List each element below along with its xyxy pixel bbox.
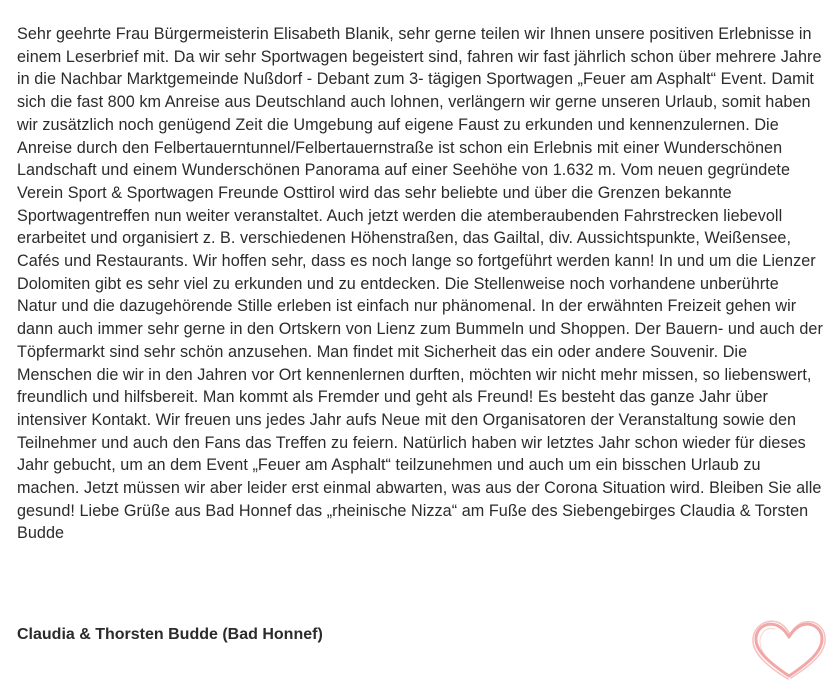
letter-signature: Claudia & Thorsten Budde (Bad Honnef)	[17, 626, 323, 643]
heart-icon	[750, 618, 828, 682]
letter-body: Sehr geehrte Frau Bürgermeisterin Elisabeth Blanik, sehr gerne teilen wir Ihnen unsere positiven Erlebnisse in einem Leserbrief mit. Da wir sehr Sportwagen begeistert sind, fahren wir fast jährlich schon über mehrere Jahre in die Nachbar Marktgemeinde Nußdorf - Debant zum 3- tägigen Sportwagen „Feuer am Asphalt“ Event. Damit sich die fast 800 km Anreise aus Deutschland auch lohnen, verlängern wir gerne unseren Urlaub, somit haben wir zusätzlich noch genügend Zeit die Umgebung auf eigene Faust zu erkunden und kennenzulernen. Die Anreise durch den Felbertauerntunnel/Felbertauernstraße ist schon ein Erlebnis mit einer Wunderschönen Landschaft und einem Wunderschönen Panorama auf einer Seehöhe von 1.632 m. Vom neuen gegründete Verein Sport & Sportwagen Freunde Osttirol wird das sehr beliebte und über die Grenzen bekannte Sportwagentreffen nun weiter veranstaltet. Auch jetzt werden die atemberaubenden Fahrstrecken liebevoll erarbeitet und organisiert z. B. verschiedenen Höhenstraßen, das Gailtal, div. Aussichtspunkte, Weißensee, Cafés und Restaurants. Wir hoffen sehr, dass es noch lange so fortgeführt werden kann! In und um die Lienzer Dolomiten gibt es sehr viel zu erkunden und zu entdecken. Die Stellenweise noch vorhandene unberührte Natur und die dazugehörende Stille erleben ist einfach nur phänomenal. In der erwähnten Freizeit gehen wir dann auch immer sehr gerne in den Ortskern von Lienz zum Bummeln und Shoppen. Der Bauern- und auch der Töpfermarkt sind sehr schön anzusehen. Man findet mit Sicherheit das ein oder andere Souvenir. Die Menschen die wir in den Jahren vor Ort kennenlernen durften, möchten wir nicht mehr missen, so liebenswert, freundlich und hilfsbereit. Man kommt als Fremder und geht als Freund! Es besteht das ganze Jahr über intensiver Kontakt. Wir freuen uns jedes Jahr aufs Neue mit den Organisatoren der Veranstaltung sowie den Teilnehmer und auch den Fans das Treffen zu feiern. Natürlich haben wir letztes Jahr schon wieder für dieses Jahr gebucht, um an dem Event „Feuer am Asphalt“ teilzunehmen und auch um ein bisschen Urlaub zu machen. Jetzt müssen wir aber leider erst einmal abwarten, was aus der Corona Situation wird. Bleiben Sie alle gesund! Liebe Grüße aus Bad Honnef das „rheinische Nizza“ am Fuße des Siebengebirges Claudia & Torsten Budde	[17, 25, 823, 543]
